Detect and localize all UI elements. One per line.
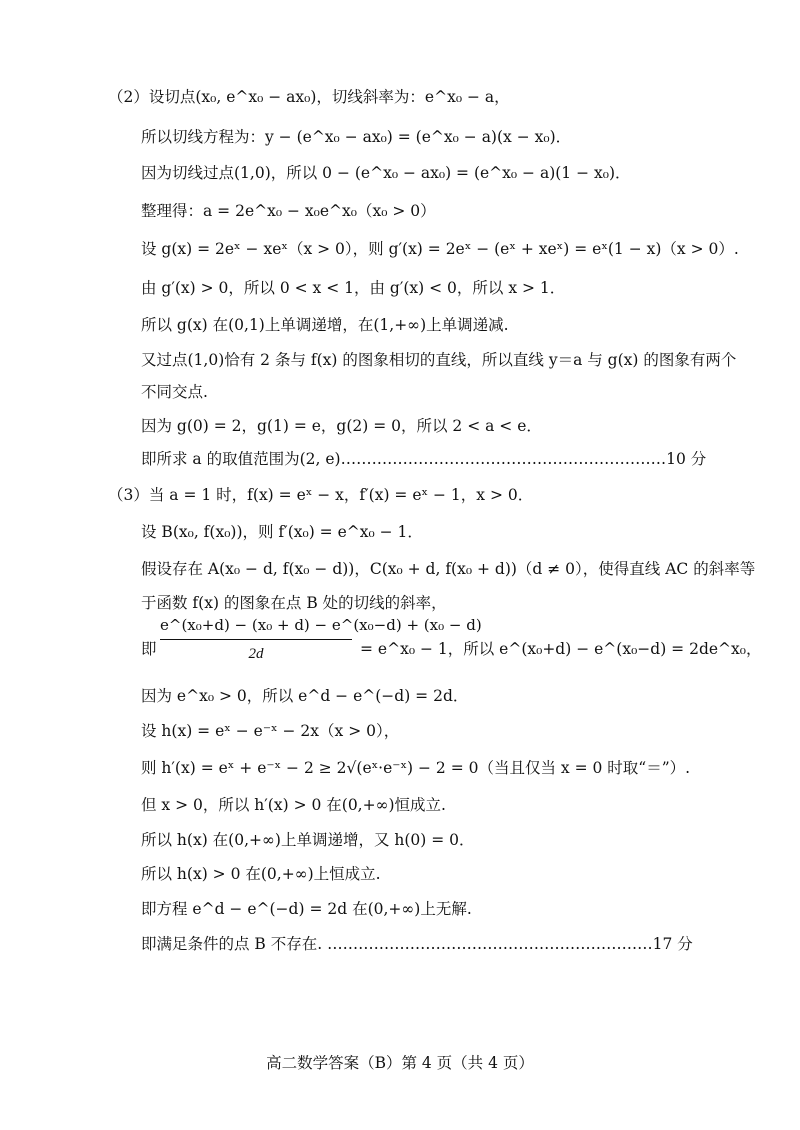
part2-line4: 整理得：a = 2e^x₀ − x₀e^x₀（x₀ > 0）: [141, 202, 436, 220]
part3-line4: 于函数 f(x) 的图象在点 B 处的切线的斜率，: [141, 594, 447, 612]
part3-line1: （3）当 a = 1 时，f(x) = eˣ − x，f′(x) = eˣ − 1，x > 0．: [108, 486, 534, 504]
part2-line8: 又过点(1,0)恰有 2 条与 f(x) 的图象相切的直线，所以直线 y＝a 与 g(x) 的图象有两个: [141, 351, 737, 369]
part2-line2: 所以切线方程为：y − (e^x₀ − ax₀) = (e^x₀ − a)(x − x₀)．: [141, 128, 572, 146]
page-footer: 高二数学答案（B）第 4 页（共 4 页）: [266, 1054, 534, 1072]
part2-line3: 因为切线过点(1,0)，所以 0 − (e^x₀ − ax₀) = (e^x₀ − a)(1 − x₀)．: [141, 164, 631, 182]
fraction-denominator: 2d: [248, 646, 264, 662]
fraction-numerator: e^(x₀+d) − (x₀ + d) − e^(x₀−d) + (x₀ − d): [160, 615, 352, 640]
part3-line8: 但 x > 0，所以 h′(x) > 0 在(0,+∞)恒成立.: [141, 796, 446, 814]
slope-fraction: [160, 615, 482, 664]
part2-line1: （2）设切点(x₀, e^x₀ − ax₀)，切线斜率为：e^x₀ − a，: [108, 88, 510, 106]
part3-line6: 设 h(x) = eˣ − e⁻ˣ − 2x（x > 0），: [141, 722, 400, 740]
part3-line5: 因为 e^x₀ > 0，所以 e^d − e^(−d) = 2d．: [141, 687, 469, 705]
part3-line12: 即满足条件的点 B 不存在. ………………………………………………………17 分: [141, 935, 693, 953]
part3-line9: 所以 h(x) 在(0,+∞)上单调递增，又 h(0) = 0．: [141, 831, 475, 849]
part3-line10: 所以 h(x) > 0 在(0,+∞)上恒成立.: [141, 865, 381, 883]
part2-line9: 不同交点.: [141, 383, 208, 401]
part3-line11: 即方程 e^d − e^(−d) = 2d 在(0,+∞)上无解.: [141, 900, 472, 918]
part3-line3: 假设存在 A(x₀ − d, f(x₀ − d))，C(x₀ + d, f(x₀ + d))（d ≠ 0），使得直线 AC 的斜率等: [141, 560, 756, 578]
part3-eq-suffix: = e^x₀ − 1，所以 e^(x₀+d) − e^(x₀−d) = 2de^x₀，: [360, 640, 762, 658]
part2-line11: 即所求 a 的取值范围为(2, e)………………………………………………………10 分: [141, 450, 707, 468]
part3-line2: 设 B(x₀, f(x₀))，则 f′(x₀) = e^x₀ − 1．: [141, 523, 423, 541]
part2-line5: 设 g(x) = 2eˣ − xeˣ（x > 0），则 g′(x) = 2eˣ − (eˣ + xeˣ) = eˣ(1 − x)（x > 0）.: [141, 240, 739, 258]
part2-line7: 所以 g(x) 在(0,1)上单调递增，在(1,+∞)上单调递减.: [141, 316, 509, 334]
part3-line7: 则 h′(x) = eˣ + e⁻ˣ − 2 ≥ 2√(eˣ·e⁻ˣ) − 2 = 0（当且仅当 x = 0 时取“＝”）.: [141, 759, 691, 777]
part3-eq-prefix: 即: [141, 640, 157, 658]
part2-line10: 因为 g(0) = 2，g(1) = e，g(2) = 0，所以 2 < a < e．: [141, 417, 542, 435]
part2-line6: 由 g′(x) > 0，所以 0 < x < 1，由 g′(x) < 0，所以 x > 1．: [141, 279, 566, 297]
